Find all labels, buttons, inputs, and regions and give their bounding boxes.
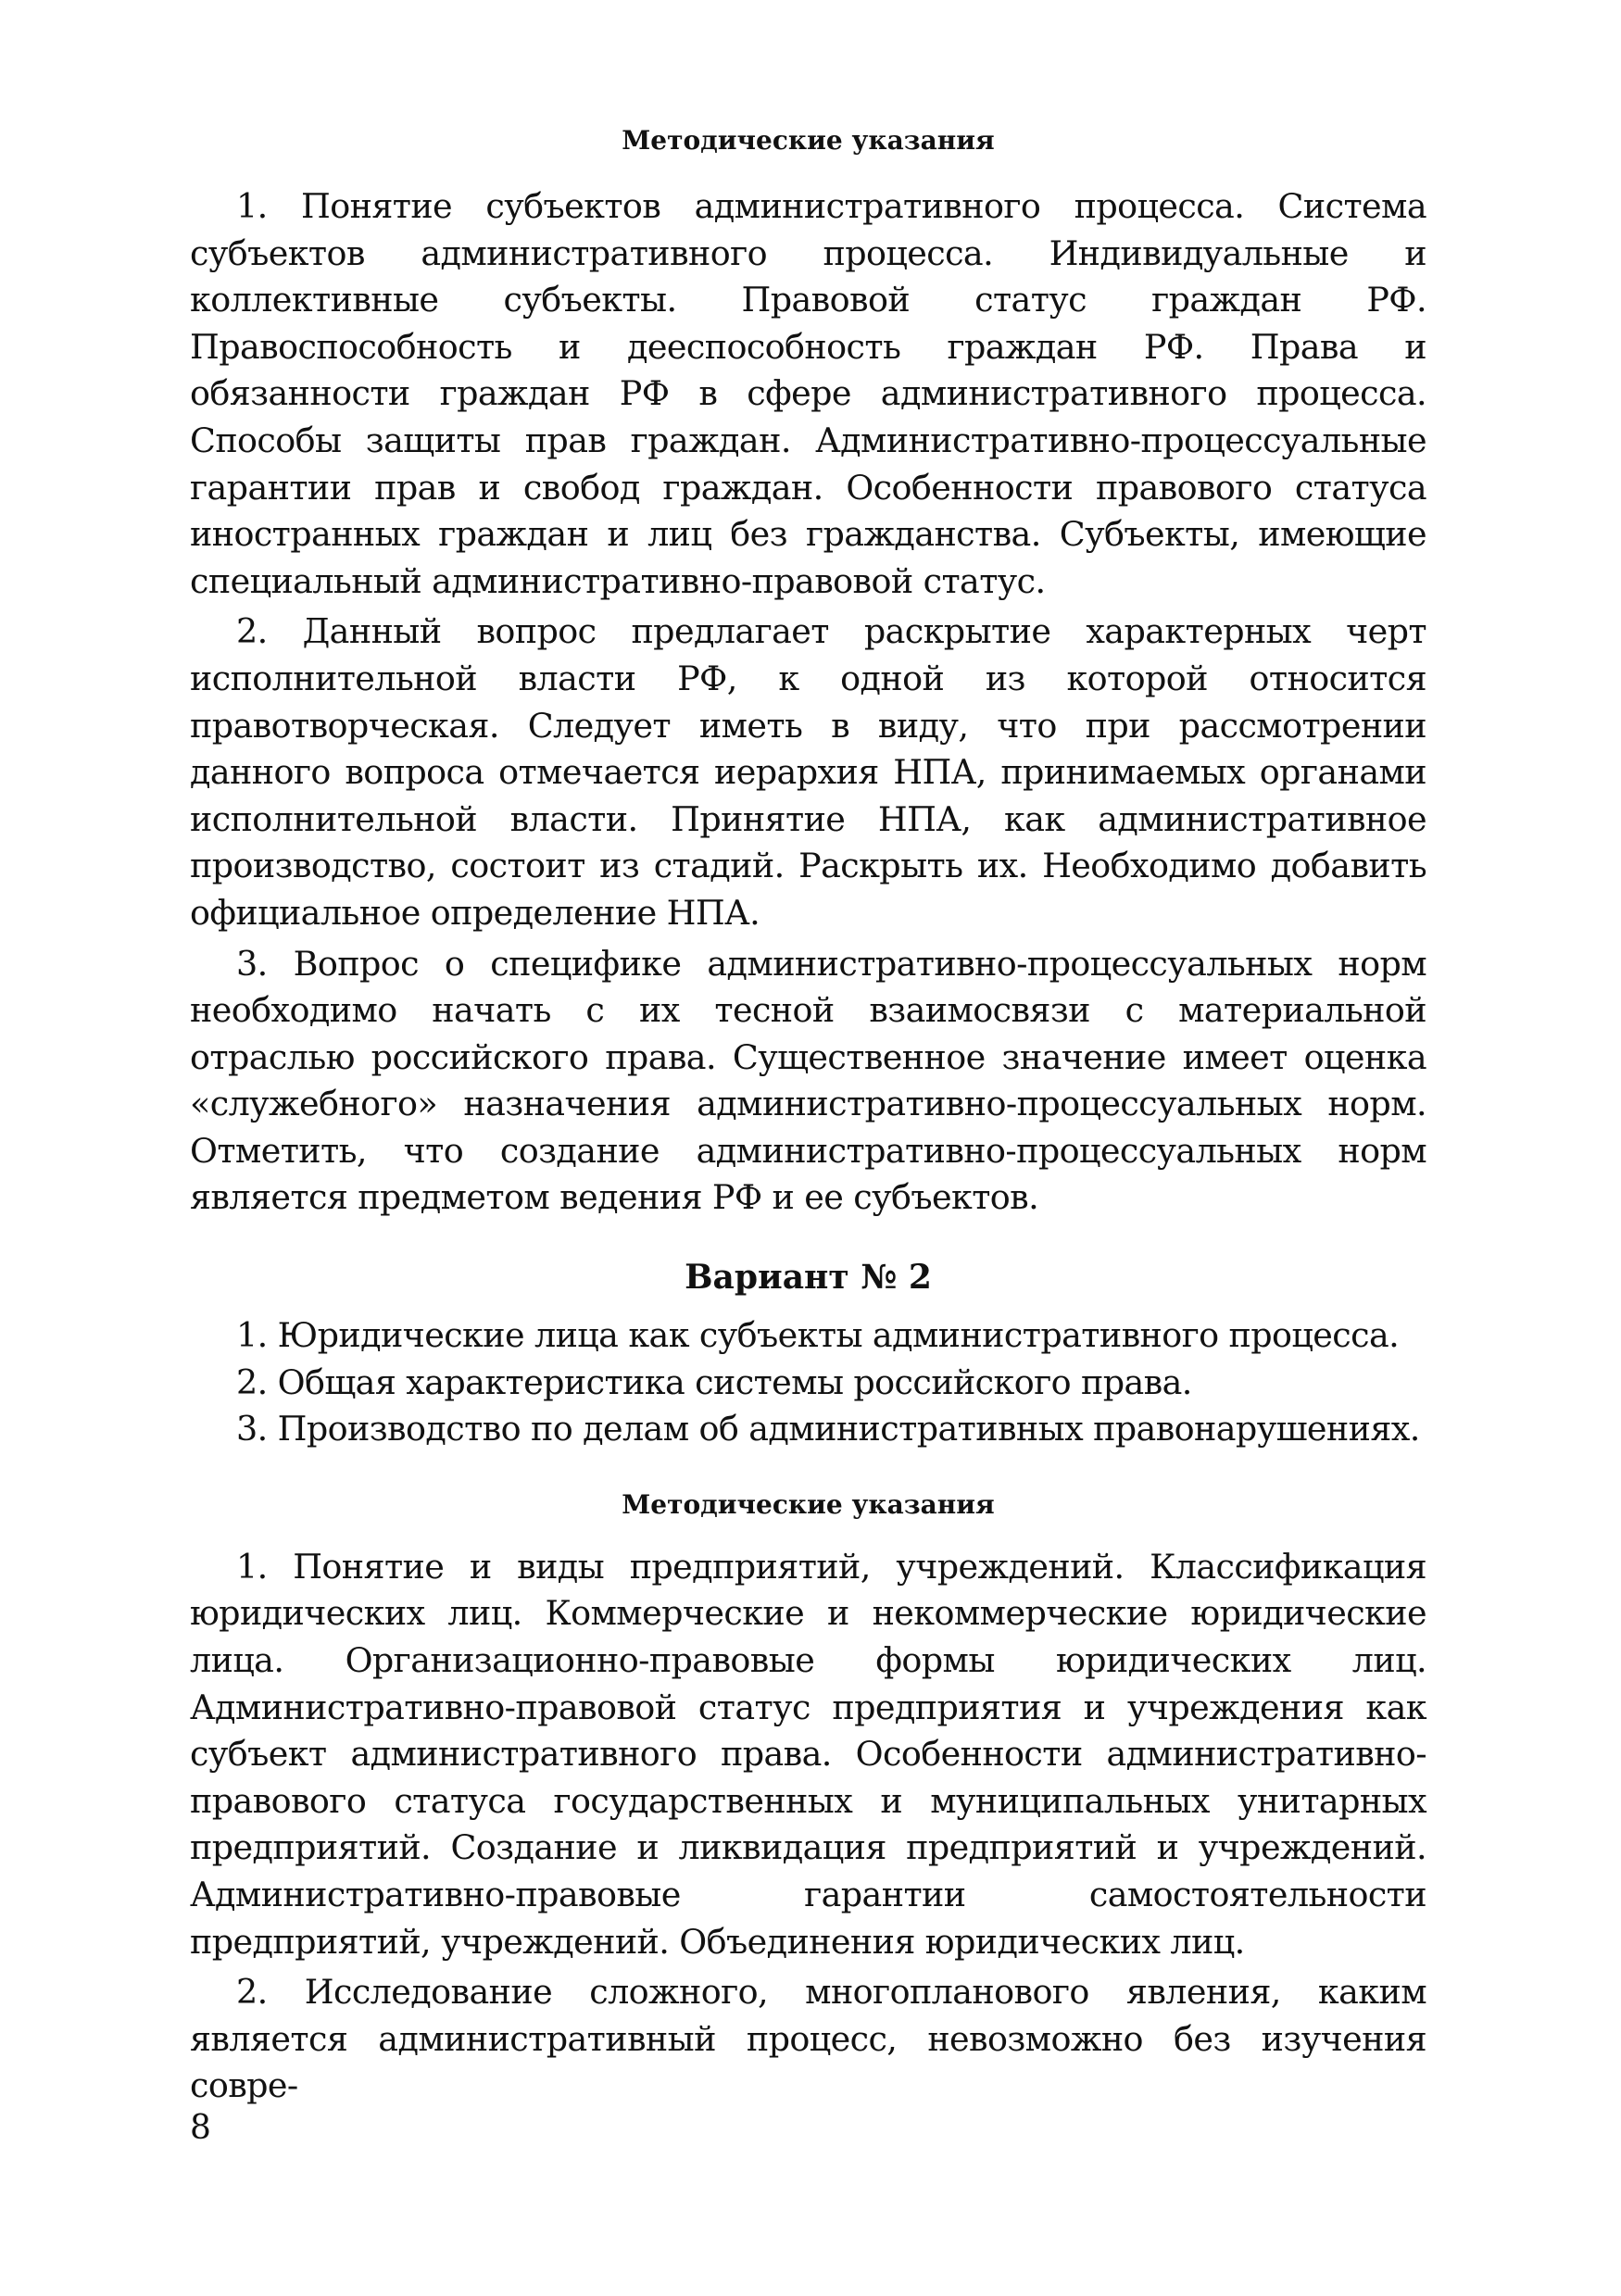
paragraph-1-1: 1. Понятие субъектов административного процесса. Система субъектов административного процесса. Индивидуальные и коллективные субъекты. Правовой статус граждан РФ. Правоспособность и дееспособность граждан РФ. Права и обязанности граждан РФ в сфере административного процесса. Способы защиты прав граждан. Административно-процессуальные гарантии прав и свобод граждан. Особенности правового статуса иностранных граждан и лиц без гражданства. Субъекты, имеющие специальный административно-правовой статус. bbox=[190, 186, 1426, 601]
paragraph-2-2: 2. Исследование сложного, многопланового явления, каким является административный процесс, невозможно без изучения совре- bbox=[190, 1972, 1426, 2106]
variant-question-2: 2. Общая характеристика системы российского права. bbox=[236, 1361, 1192, 1402]
variant-title: Вариант № 2 bbox=[685, 1258, 932, 1298]
page-content bbox=[190, 122, 1426, 2110]
variant-question-1: 1. Юридические лица как субъекты административного процесса. bbox=[236, 1315, 1400, 1356]
paragraph-1-2: 2. Данный вопрос предлагает раскрытие характерных черт исполнительной власти РФ, к одной из которой относится правотворческая. Следует иметь в виду, что при рассмотрении данного вопроса отмечается иерархия НПА, принимаемых органами исполнительной власти. Принятие НПА, как административное производство, состоит из стадий. Раскрыть их. Необходимо добавить официальное определение НПА. bbox=[190, 611, 1426, 933]
paragraph-1-3: 3. Вопрос о специфике административно-процессуальных норм необходимо начать с их тесной взаимосвязи с материальной отраслью российского права. Существенное значение имеет оценка «служебного» назначения административно-процессуальных норм. Отметить, что создание административно-процессуальных норм является предметом ведения РФ и ее субъектов. bbox=[190, 943, 1426, 1218]
section-heading-1: Методические указания bbox=[622, 125, 995, 156]
page-number: 8 bbox=[190, 2109, 211, 2147]
paragraph-2-1: 1. Понятие и виды предприятий, учреждений. Классификация юридических лиц. Коммерческие и некоммерческие юридические лица. Организационно-правовые формы юридических лиц. Административно-правовой статус предприятия и учреждения как субъект административного права. Особенности административно-правового статуса государственных и муниципальных унитарных предприятий. Создание и ликвидация предприятий и учреждений. Административно-правовые гарантии самостоятельности предприятий, учреждений. Объединения юридических лиц. bbox=[190, 1546, 1426, 1962]
variant-question-3: 3. Производство по делам об административных правонарушениях. bbox=[236, 1409, 1420, 1449]
section-heading-2: Методические указания bbox=[622, 1488, 995, 1520]
